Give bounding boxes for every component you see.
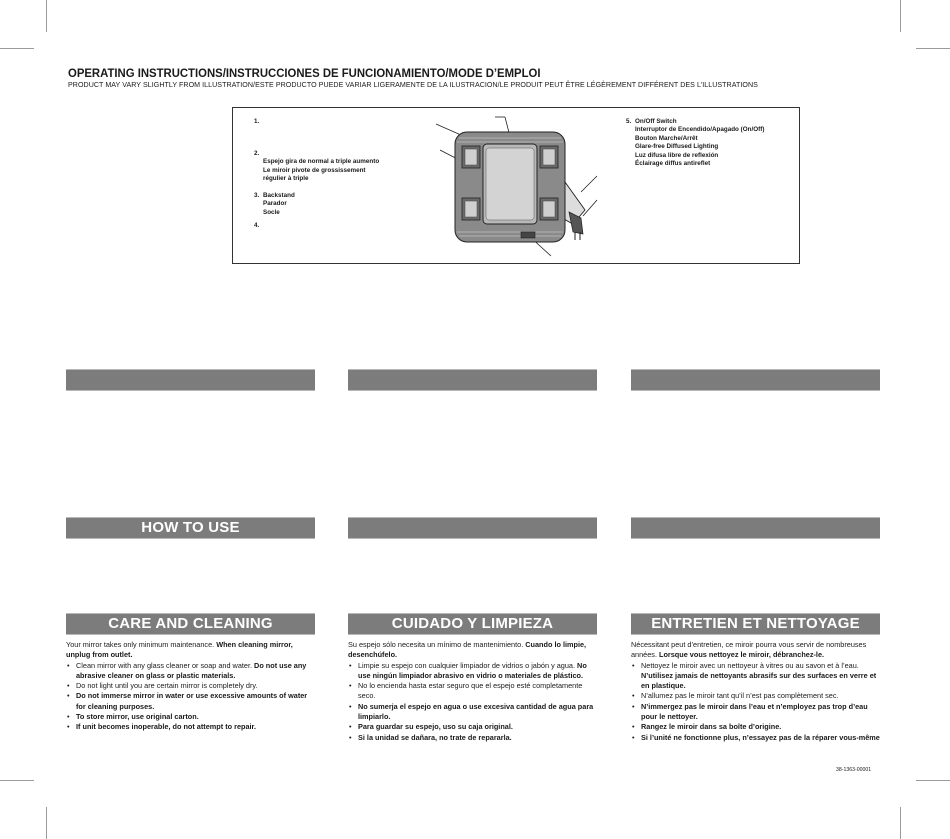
section-header-blank [348, 369, 597, 391]
care-item: • N’allumez pas le miroir tant qu’il n’est pas complètement sec. [631, 691, 883, 701]
crop-mark [46, 807, 47, 839]
page-title: OPERATING INSTRUCTIONS/INSTRUCCIONES DE FUNCIONAMIENTO/MODE D’EMPLOI [68, 66, 541, 80]
section-header-entretien-nettoyage: ENTRETIEN ET NETTOYAGE [631, 613, 880, 635]
section-header-blank [631, 517, 880, 539]
care-item: • No sumerja el espejo en agua o use excesiva cantidad de agua para limpiarlo. [348, 702, 600, 723]
care-item: • Para guardar su espejo, uso su caja original. [348, 722, 600, 732]
care-item: • Clean mirror with any glass cleaner or soap and water. Do not use any abrasive cleaner on glass or plastic materials. [66, 661, 318, 682]
care-item: • Rangez le miroir dans sa boîte d’origine. [631, 722, 883, 732]
care-item: • Do not immerse mirror in water or use excessive amounts of water for cleaning purposes. [66, 691, 318, 712]
care-intro: Nécessitant peut d’entretien, ce miroir pourra vous servir de nombreuses années. Lorsque vous nettoyez le miroir, débranchez-le. [631, 640, 867, 660]
crop-mark [0, 48, 34, 49]
care-item: • Do not light until you are certain mirror is completely dry. [66, 681, 318, 691]
crop-mark [916, 48, 950, 49]
section-header-care-cleaning: CARE AND CLEANING [66, 613, 315, 635]
section-header-blank [66, 369, 315, 391]
care-text-fr [631, 640, 883, 743]
document-code: 38-1363-00001 [836, 767, 872, 773]
section-header-blank [348, 517, 597, 539]
care-item: • Limpie su espejo con cualquier limpiador de vidrios o jabón y agua. No use ningún limpiador abrasivo en vidrio o materiales de plástico. [348, 661, 600, 682]
care-item: • No lo encienda hasta estar seguro que el espejo esté completamente seco. [348, 681, 600, 702]
mirror-illustration [233, 108, 801, 265]
crop-mark [900, 807, 901, 839]
care-item: • Si la unidad se dañara, no trate de repararla. [348, 733, 600, 743]
section-header-cuidado-limpieza: CUIDADO Y LIMPIEZA [348, 613, 597, 635]
care-text-es [348, 640, 600, 743]
section-header-blank [631, 369, 880, 391]
care-item: • To store mirror, use original carton. [66, 712, 318, 722]
crop-mark [46, 0, 47, 32]
care-text-en [66, 640, 318, 733]
section-header-how-to-use: HOW TO USE [66, 517, 315, 539]
care-intro: Su espejo sólo necesita un mínimo de mantenimiento. Cuando lo limpie, desenchúfelo. [348, 640, 587, 660]
care-item: • N’immergez pas le miroir dans l’eau et n’employez pas trop d’eau pour le nettoyer. [631, 702, 883, 723]
care-item: • If unit becomes inoperable, do not attempt to repair. [66, 722, 318, 732]
care-intro: Your mirror takes only minimum maintenance. When cleaning mirror, unplug from outlet. [66, 640, 293, 660]
care-item: • Si l’unité ne fonctionne plus, n’essayez pas de la réparer vous-même [631, 733, 883, 743]
crop-mark [0, 780, 34, 781]
care-item: • Nettoyez le miroir avec un nettoyeur à vitres ou au savon et à l’eau. N’utilisez jamais de nettoyants abrasifs sur des surfaces en verre et en plastique. [631, 661, 883, 692]
crop-mark [916, 780, 950, 781]
crop-mark [900, 0, 901, 32]
page-subtitle: PRODUCT MAY VARY SLIGHTLY FROM ILLUSTRATION/ESTE PRODUCTO PUEDE VARIAR LIGERAMENTE DE LA ILUSTRACION/LE PRODUIT PEUT ÊTRE LÉGÈREMENT DIFFÉRENT DES L’ILLUSTRATIONS [68, 81, 758, 89]
product-diagram: 1. 2. Espejo gira de normal a triple aumento Le miroir pivote de grossissement régulier à triple 3. Backstand Parador Socle 4. 5. On/Off Switch Interruptor de Encendido/Apagado (On/Off) Bouton Marche/Arrêt Glare-free Diffused Lighting Luz difusa libre de reflexión Éclairage diffus antireflet [232, 107, 800, 264]
